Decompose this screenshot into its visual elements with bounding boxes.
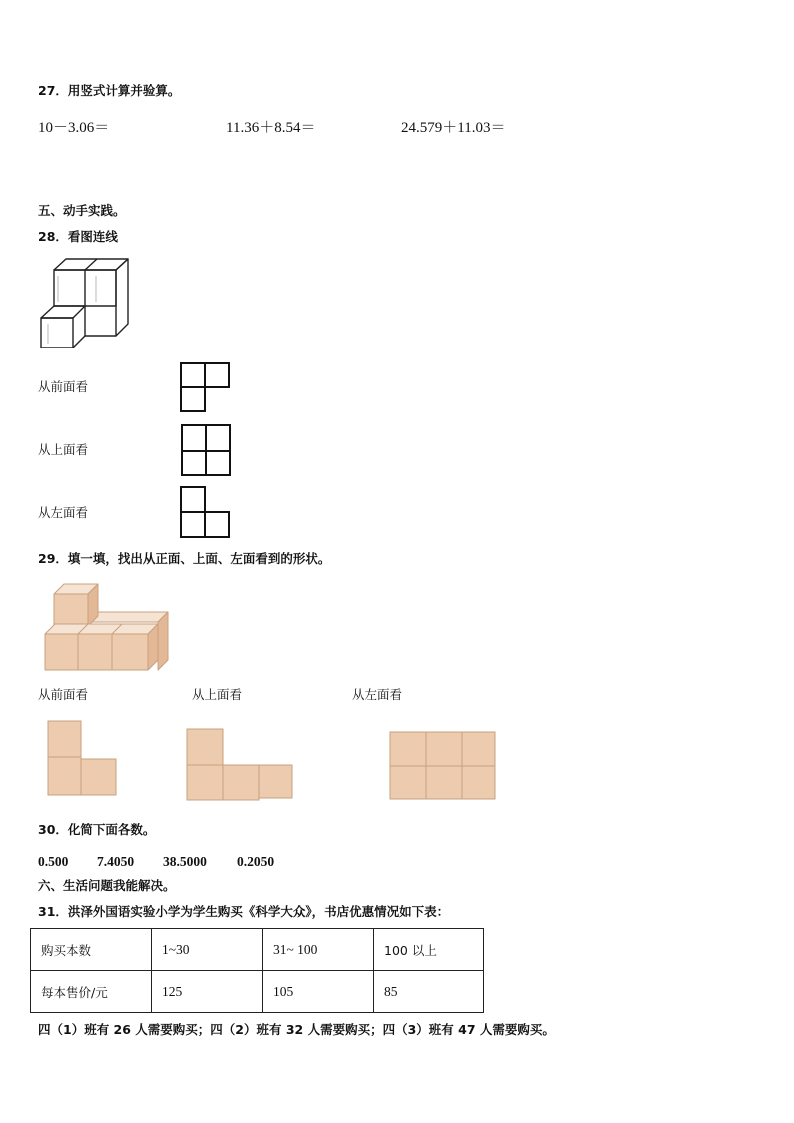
- q27-expression-1: 10－3.06＝: [38, 120, 110, 136]
- q28-view-option-2: [178, 422, 234, 478]
- q27-expression-3: 24.579＋11.03＝: [401, 120, 506, 136]
- q29-solid-drawing: [42, 580, 172, 672]
- q29-left-view-shape: [388, 730, 498, 802]
- q29-title: 29．填一填，找出从正面、上面、左面看到的形状。: [38, 551, 331, 566]
- q28-solid-drawing: [36, 256, 132, 348]
- q27-expression-2: 11.36＋8.54＝: [226, 120, 316, 136]
- section-6-heading: 六、生活问题我能解决。: [38, 878, 176, 893]
- table-cell: 125: [152, 971, 263, 1013]
- q30-number-1: 0.500: [38, 854, 69, 869]
- q29-label-left: 从左面看: [352, 687, 403, 702]
- q31-title: 31．洪泽外国语实验小学为学生购买《科学大众》，书店优惠情况如下表：: [38, 904, 450, 919]
- q27-title: 27．用竖式计算并验算。: [38, 83, 181, 98]
- table-cell: 31~ 100: [263, 929, 374, 971]
- table-row: [31, 929, 484, 971]
- q29-label-front: 从前面看: [38, 687, 89, 702]
- q28-label-left: 从左面看: [38, 505, 89, 520]
- q28-label-top: 从上面看: [38, 442, 89, 457]
- table-cell: 100 以上: [374, 929, 484, 971]
- table-cell: 1~30: [152, 929, 263, 971]
- q30-number-2: 7.4050: [97, 854, 135, 869]
- table-cell: 85: [374, 971, 484, 1013]
- table-cell: 105: [263, 971, 374, 1013]
- table-cell: 每本售价/元: [31, 971, 152, 1013]
- q28-view-option-1: [178, 360, 232, 416]
- section-5-heading: 五、动手实践。: [38, 203, 126, 218]
- q28-view-option-3: [178, 484, 232, 542]
- q28-title: 28．看图连线: [38, 229, 118, 244]
- table-row: [31, 971, 484, 1013]
- q31-class-note: 四（1）班有 26 人需要购买；四（2）班有 32 人需要购买；四（3）班有 47 人需要购买。: [38, 1022, 555, 1037]
- q30-number-4: 0.2050: [237, 854, 275, 869]
- q28-label-front: 从前面看: [38, 379, 89, 394]
- table-cell: 购买本数: [31, 929, 152, 971]
- q29-top-view-shape: [185, 727, 295, 803]
- q30-title: 30．化简下面各数。: [38, 822, 156, 837]
- q29-front-view-shape: [46, 719, 120, 799]
- price-table: [30, 928, 484, 1013]
- q29-label-top: 从上面看: [192, 687, 243, 702]
- q30-number-3: 38.5000: [163, 854, 207, 869]
